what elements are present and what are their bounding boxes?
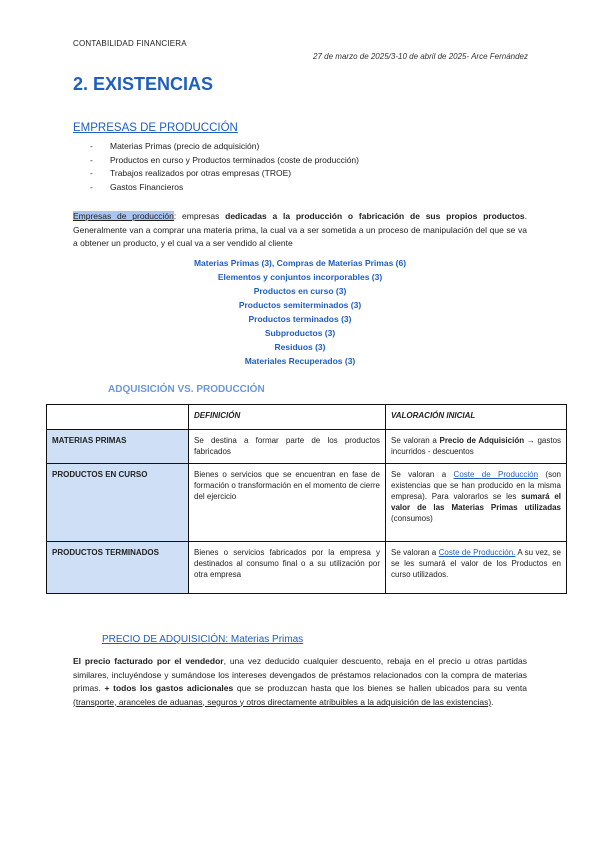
definition-cell: Se destina a formar parte de los productos fabricados (189, 430, 386, 464)
empty-cell (47, 405, 189, 430)
account-line: Subproductos (3) (264, 328, 336, 338)
account-list (73, 256, 527, 368)
list-item: - Productos en curso y Productos terminados (coste de producción) (90, 155, 359, 169)
coste-produccion-link[interactable]: Coste de Producción (453, 470, 539, 479)
table-row (47, 464, 567, 542)
underlined-text: (transporte, aranceles de aduanas, seguros y otros directamente atribuibles a la adquisición de las existencias) (73, 696, 492, 707)
account-line: Productos en curso (3) (253, 286, 347, 296)
date-author-line: 27 de marzo de 2025/3-10 de abril de 2025- Arce Fernández (313, 52, 528, 61)
table-heading: ADQUISICIÓN VS. PRODUCCIÓN (108, 384, 265, 395)
account-line: Elementos y conjuntos incorporables (3) (217, 272, 383, 282)
account-line: Residuos (3) (274, 342, 326, 352)
column-header-valoracion: VALORACIÓN INICIAL (386, 405, 567, 430)
table-header-row (47, 405, 567, 430)
list-item: - Trabajos realizados por otras empresas (TROE) (90, 168, 359, 182)
account-line: Productos semiterminados (3) (238, 300, 362, 310)
account-line: Materiales Recuperados (3) (244, 356, 356, 366)
valuation-cell: Se valoran a Coste de Producción (son existencias que se han producido en la misma empresa). Para valorarlos se les sumará el valor de las Materias Primas utilizadas (consumos) (386, 464, 567, 542)
list-item: - Gastos Financieros (90, 182, 359, 196)
valuation-cell: Se valoran a Coste de Producción. A su vez, se se les sumará el valor de los Productos en curso utilizados. (386, 542, 567, 594)
account-line: Materias Primas (3), Compras de Materias Primas (6) (193, 258, 407, 268)
page-title: 2. EXISTENCIAS (73, 74, 214, 94)
precio-paragraph: El precio facturado por el vendedor, una vez deducido cualquier descuento, rebaja en el precio u otras partidas similares, incluyéndose y sumándose los intereses devengados de préstamos relacionados con la compra de materias primas. + todos los gastos adicionales que se produzcan hasta que los bienes se hallen ubicados para su venta (transporte, aranceles de aduanas, seguros y otros directamente atribuibles a la adquisición de las existencias). (73, 656, 527, 707)
definition-cell: Bienes o servicios fabricados por la empresa y destinados al consumo final o a su utilización por otra empresa (189, 542, 386, 594)
valuation-cell: Se valoran a Precio de Adquisición → gastos incurridos - descuentos (386, 430, 567, 464)
definition-cell: Bienes o servicios que se encuentran en fase de formación o transformación en el momento de cierre del ejercicio (189, 464, 386, 542)
row-header: PRODUCTOS TERMINADOS (47, 542, 189, 594)
subject-header: CONTABILIDAD FINANCIERA (73, 39, 187, 48)
column-header-definicion: DEFINICIÓN (189, 405, 386, 430)
row-header: PRODUCTOS EN CURSO (47, 464, 189, 542)
highlighted-term: Empresas de producción (73, 211, 174, 221)
table-row (47, 542, 567, 594)
precio-heading: PRECIO DE ADQUISICIÓN: Materias Primas (102, 634, 304, 645)
account-line: Productos terminados (3) (248, 314, 352, 324)
table-row (47, 430, 567, 464)
bullet-list (90, 141, 359, 195)
coste-produccion-link[interactable]: Coste de Producción. (438, 548, 516, 557)
row-header: MATERIAS PRIMAS (47, 430, 189, 464)
comparison-table (46, 404, 567, 594)
bold-text: dedicadas a la producción o fabricación de sus propios productos (225, 211, 525, 221)
definition-paragraph: Empresas de producción: empresas dedicadas a la producción o fabricación de sus propios productos. Generalmente van a comprar una materia prima, la cual va a ser sometida a un proceso de manipulación del que se va a obtener un producto, y el cual va a ser vendido al cliente (73, 211, 528, 248)
list-item: - Materias Primas (precio de adquisición) (90, 141, 359, 155)
section-heading: EMPRESAS DE PRODUCCIÓN (73, 122, 238, 134)
